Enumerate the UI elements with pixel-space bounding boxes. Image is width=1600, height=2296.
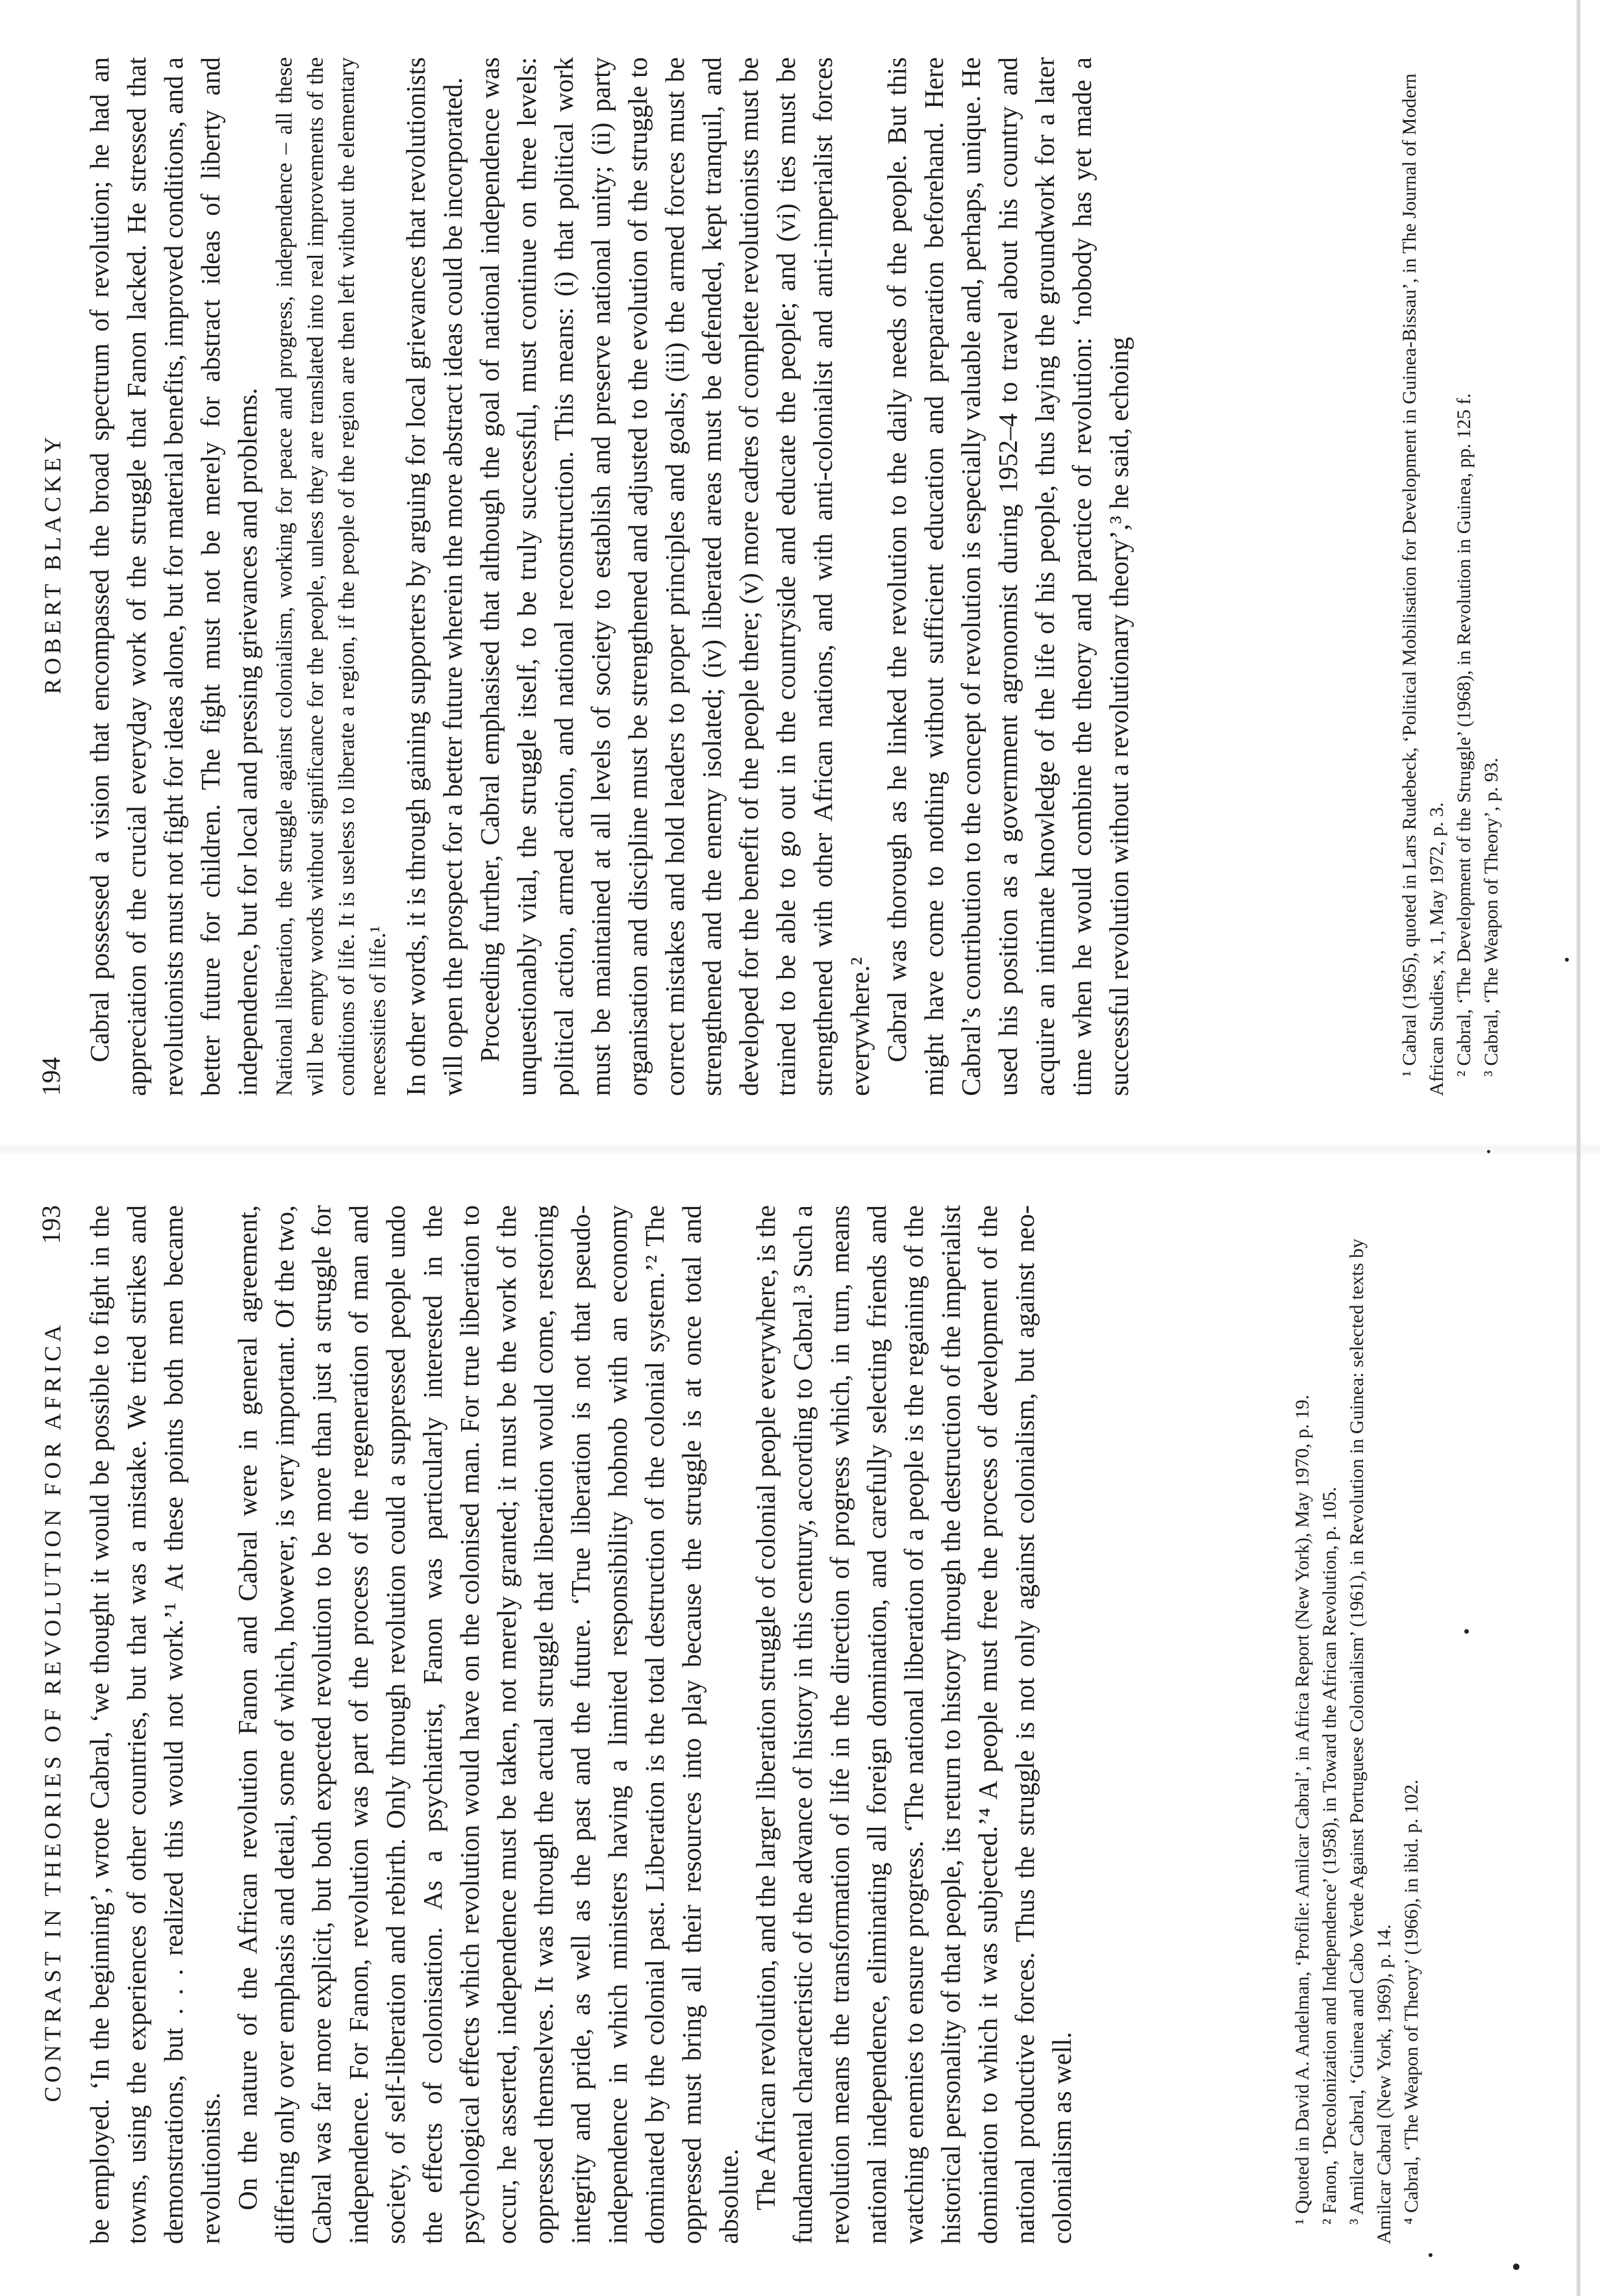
footnote: ² Fanon, ‘Decolonization and Independence’ (1958), in Toward the African Revolution, p. 105.: [1319, 1486, 1340, 2225]
paragraph: be employed. ‘In the beginning’, wrote Cabral, ‘we thought it would be possible to fight in the towns, using the experiences of other countries, but that was a mistake. We tried strikes and demonstrations, but . . . realized this would not work.’¹ At these points both men became revolutionists.: [84, 1205, 225, 2244]
footnote: ¹ Quoted in David A. Andelman, ‘Profile: Amilcar Cabral’, in Africa Report (New York), May 1970, p. 19.: [1292, 1395, 1313, 2225]
block-quote: National liberation, the struggle against colonialism, working for peace and progress, independence – all these will be empty words without significance for the people, unless they are translated into real improvements of the conditions of life. It is useless to liberate a region, if the people of the region are then left without the elementary necessities of life.¹: [271, 57, 390, 1096]
footnotes: [1289, 1205, 1425, 2244]
paragraph: Cabral was thorough as he linked the revolution to the daily needs of the people. But this might have come to nothing without sufficient education and preparation beforehand. Here Cabral’s contribution to the concept of revolution is especially valuable and, perhaps, unique. He used his position as a government agronomist during 1952–4 to travel about his country and acquire an intimate knowledge of the life of his people, thus laying the groundwork for a later time when he would combine the theory and practice of revolution: ‘nobody has yet made a successful revolution without a revolutionary theory’,³ he said, echoing: [882, 57, 1134, 1096]
footnotes: [1396, 57, 1505, 1096]
left-page: [0, 1153, 1600, 2296]
right-page: [0, 5, 1600, 1148]
footnote: ⁴ Cabral, ‘The Weapon of Theory’ (1966), in ibid. p. 102.: [1401, 1779, 1422, 2225]
paragraph: The African revolution, and the larger liberation struggle of colonial people everywhere, is the fundamental characteristic of the advance of history in this century, according to Cabral.³ Such a revolution means the transformation of life in the direction of progress which, in turn, means national independence, eliminating all foreign domination, and carefully selecting friends and watching enemies to ensure progress. ‘The national liberation of a people is the regaining of the historical personality of that people, its return to history through the destruction of the imperialist domination to which it was subjected.’⁴ A people must free the process of development of the national productive forces. Thus the struggle is not only against colonialism, but against neo-colonialism as well.: [751, 1205, 1077, 2244]
paragraph: Cabral possessed a vision that encompassed the broad spectrum of revolution; he had an appreciation of the crucial everyday work of the struggle that Fanon lacked. He stressed that revolutionists must not fight for ideas alone, but for material benefits, improved conditions, and a better future for children. The fight must not be merely for abstract ideas of liberty and independence, but for local and pressing grievances and problems.: [84, 57, 262, 1096]
running-head: CONTRAST IN THEORIES OF REVOLUTION FOR AFRICA: [40, 1321, 66, 2103]
footnote: ² Cabral, ‘The Development of the Struggle’ (1968), in Revolution in Guinea, pp. 125 f.: [1453, 393, 1475, 1077]
paragraph: On the nature of the African revolution Fanon and Cabral were in general agreement, differing only over emphasis and detail, some of which, however, is very important. Of the two, Cabral was far more explicit, but both expected revolution to be more than just a struggle for independence. For Fanon, revolution was part of the process of the regeneration of man and society, of self-liberation and rebirth. Only through revolution could a suppressed people undo the effects of colonisation. As a psychiatrist, Fanon was particularly interested in the psychological effects which revolution would have on the colonised man. For true liberation to occur, he asserted, independence must be taken, not merely granted; it must be the work of the oppressed themselves. It was through the actual struggle that liberation would come, restoring integrity and pride, as well as the past and the future. ‘True liberation is not that pseudo-independence in which ministers having a limited responsibility hobnob with an economy dominated by the colonial past. Liberation is the total destruction of the colonial system.’² The oppressed must bring all their resources into play because the struggle is at once total and absolute.: [232, 1205, 744, 2244]
scan-edge-shadow: [1577, 0, 1581, 2296]
scan-speck: [1513, 2264, 1519, 2270]
scan-speck: [1429, 2253, 1432, 2257]
footnote: ³ Amilcar Cabral, ‘Guinea and Cabo Verde Against Portuguese Colonialism’ (1961), in Revolution in Guinea: selected texts by Amilcar Cabral (New York, 1969), p. 14.: [1346, 1238, 1395, 2244]
running-head: ROBERT BLACKEY: [40, 432, 66, 695]
body-text: [81, 1205, 1081, 2244]
footnote: ¹ Cabral (1965), quoted in Lars Rudebeck, ‘Political Mobilisation for Development in Guinea-Bissau’, in The Journal of Modern African Studies, x, 1, May 1972, p. 3.: [1399, 73, 1447, 1096]
paragraph: In other words, it is through gaining supporters by arguing for local grievances that revolutionists will open the prospect for a better future wherein the more abstract ideas could be incorporated.: [401, 57, 468, 1096]
paragraph: Proceeding further, Cabral emphasised that although the goal of national independence was unquestionably vital, the struggle itself, to be truly successful, must continue on three levels: political action, armed action, and national reconstruction. This means: (i) that political work must be maintained at all levels of society to establish and preserve national unity; (ii) party organisation and discipline must be strengthened and adjusted to the evolution of the struggle to correct mistakes and hold leaders to proper principles and goals; (iii) the armed forces must be strengthened and the enemy isolated; (iv) liberated areas must be defended, kept tranquil, and developed for the benefit of the people there; (v) more cadres of complete revolutionists must be trained to be able to go out in the countryside and educate the people; and (vi) ties must be strengthened with other African nations, and with anti-colonialist and anti-imperialist forces everywhere.²: [475, 57, 875, 1096]
page-number: 194: [36, 1057, 66, 1096]
scan-speck: [1565, 958, 1569, 962]
scan-speck: [1487, 1150, 1490, 1153]
page-number: 193: [36, 1205, 66, 1244]
footnote: ³ Cabral, ‘The Weapon of Theory’, p. 93.: [1481, 757, 1502, 1077]
scan-speck: [1464, 1629, 1469, 1634]
body-text: [81, 57, 1138, 1096]
